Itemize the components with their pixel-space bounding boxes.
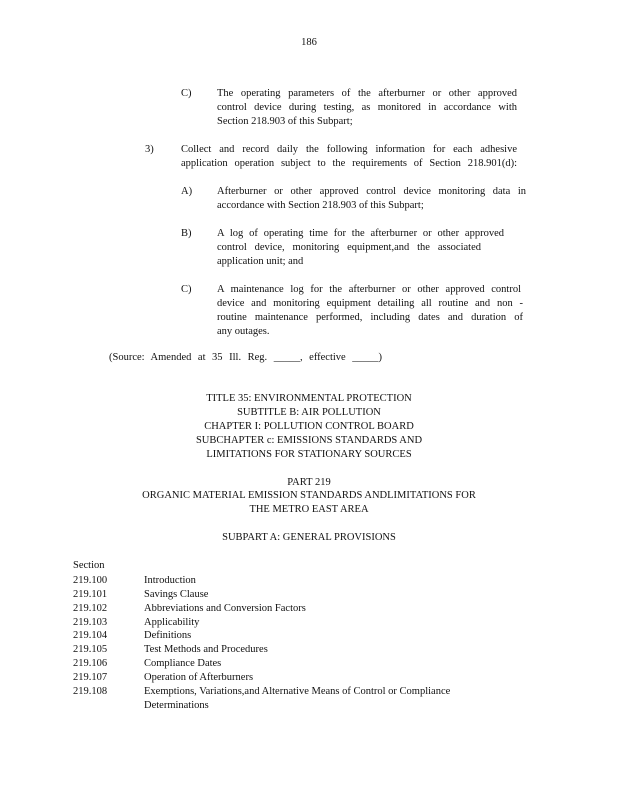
toc-section-number: 219.102 xyxy=(73,603,108,614)
toc-section-number: 219.105 xyxy=(73,644,108,655)
list-item-line: accordance with Section 218.903 of this Subpart; xyxy=(217,200,424,211)
page-number: 186 xyxy=(301,37,317,48)
list-item-line: application unit; and xyxy=(217,256,304,267)
toc-section-title: Introduction xyxy=(144,575,196,586)
toc-section-title: Abbreviations and Conversion Factors xyxy=(144,603,306,614)
list-item-line: application operation subject to the requirements of Section 218.901(d): xyxy=(181,158,517,169)
list-item-line: routine maintenance performed, including dates and duration of xyxy=(217,312,523,323)
list-label: A) xyxy=(181,186,193,197)
heading-line: TITLE 35: ENVIRONMENTAL PROTECTION xyxy=(206,393,412,404)
toc-section-number: 219.106 xyxy=(73,658,108,669)
list-item-line: device and monitoring equipment detailing all routine and non - xyxy=(217,298,523,309)
toc-section-title: Definitions xyxy=(144,630,192,641)
list-item-line: Collect and record daily the following information for each adhesive xyxy=(181,144,517,155)
list-item-line: A maintenance log for the afterburner or other approved control xyxy=(217,284,521,295)
list-label: 3) xyxy=(145,144,154,155)
heading-line: SUBTITLE B: AIR POLLUTION xyxy=(237,407,381,418)
toc-header: Section xyxy=(73,560,105,571)
list-label: C) xyxy=(181,284,192,295)
toc-section-number: 219.104 xyxy=(73,630,108,641)
toc-section-title: Compliance Dates xyxy=(144,658,222,669)
toc-section-title: Savings Clause xyxy=(144,589,209,600)
part-title-line: ORGANIC MATERIAL EMISSION STANDARDS ANDLIMITATIONS FOR xyxy=(142,490,476,501)
toc-section-title: Exemptions, Variations,and Alternative Means of Control or Compliance xyxy=(144,686,451,697)
list-item-line: Afterburner or other approved control device monitoring data in xyxy=(217,186,526,197)
part-heading: PART 219 xyxy=(287,477,331,488)
toc-section-title-continuation: Determinations xyxy=(144,700,209,711)
toc-section-title: Applicability xyxy=(144,617,200,628)
toc-section-number: 219.100 xyxy=(73,575,108,586)
heading-line: CHAPTER I: POLLUTION CONTROL BOARD xyxy=(204,421,414,432)
toc-section-title: Test Methods and Procedures xyxy=(144,644,268,655)
list-label: C) xyxy=(181,88,192,99)
heading-line: LIMITATIONS FOR STATIONARY SOURCES xyxy=(206,449,412,460)
list-label: B) xyxy=(181,228,192,239)
subpart-heading: SUBPART A: GENERAL PROVISIONS xyxy=(222,532,396,543)
toc-section-title: Operation of Afterburners xyxy=(144,672,254,683)
part-title-line: THE METRO EAST AREA xyxy=(249,504,369,515)
list-item-line: Section 218.903 of this Subpart; xyxy=(217,116,353,127)
toc-section-number: 219.103 xyxy=(73,617,108,628)
list-item-line: control device, monitoring equipment,and the associated xyxy=(217,242,481,253)
heading-line: SUBCHAPTER c: EMISSIONS STANDARDS AND xyxy=(195,435,423,446)
toc-section-number: 219.108 xyxy=(73,686,108,697)
list-item-line: any outages. xyxy=(217,326,270,337)
list-item-line: The operating parameters of the afterburner or other approved xyxy=(217,88,517,99)
list-item-line: control device during testing, as monitored in accordance with xyxy=(217,102,517,113)
toc-section-number: 219.101 xyxy=(73,589,108,600)
toc-section-number: 219.107 xyxy=(73,672,108,683)
list-item-line: A log of operating time for the afterburner or other approved xyxy=(217,228,504,239)
source-note: (Source: Amended at 35 Ill. Reg. _____, effective _____) xyxy=(109,352,382,363)
